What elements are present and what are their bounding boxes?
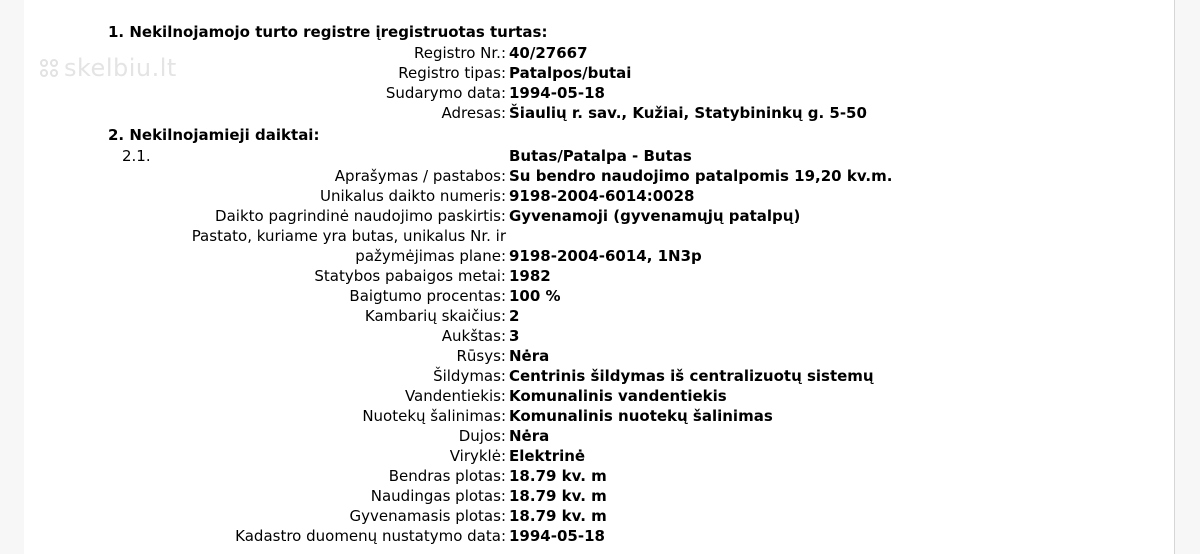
field-label: Statybos pabaigos metai:	[314, 267, 506, 285]
page-edge-divider	[1174, 0, 1175, 554]
field-value: 18.79 kv. m	[509, 487, 607, 505]
field-value: 1994-05-18	[509, 84, 605, 102]
field-label: Bendras plotas:	[388, 467, 506, 485]
item-number: 2.1.	[122, 147, 151, 165]
field-label: Baigtumo procentas:	[349, 287, 506, 305]
section-1-heading: 1. Nekilnojamojo turto registre įregistruotas turtas:	[108, 23, 548, 41]
field-value: 9198-2004-6014:0028	[509, 187, 695, 205]
field-value: Nėra	[509, 427, 550, 445]
field-value: 1994-05-18	[509, 527, 605, 545]
field-label: Unikalus daikto numeris:	[320, 187, 506, 205]
field-value: Su bendro naudojimo patalpomis 19,20 kv.m.	[509, 167, 893, 185]
field-label: pažymėjimas plane:	[355, 247, 506, 265]
field-label: Vandentiekis:	[404, 387, 506, 405]
watermark-text: skelbiu.lt	[64, 54, 177, 82]
section-2-heading: 2. Nekilnojamieji daiktai:	[108, 126, 320, 144]
field-value: 18.79 kv. m	[509, 507, 607, 525]
field-value: 2	[509, 307, 520, 325]
field-label: Registro tipas:	[398, 64, 506, 82]
field-label: Rūsys:	[456, 347, 506, 365]
field-value: Šiaulių r. sav., Kužiai, Statybininkų g. 5-50	[509, 104, 867, 122]
field-value: Komunalinis nuotekų šalinimas	[509, 407, 773, 425]
field-label: Sudarymo data:	[385, 84, 506, 102]
field-label: Šildymas:	[433, 367, 506, 385]
field-label: Kambarių skaičius:	[364, 307, 506, 325]
field-value: Patalpos/butai	[509, 64, 632, 82]
field-label: Nuotekų šalinimas:	[362, 407, 506, 425]
field-label: Naudingas plotas:	[370, 487, 506, 505]
field-value: Elektrinė	[509, 447, 586, 465]
field-value: Gyvenamoji (gyvenamųjų patalpų)	[509, 207, 801, 225]
field-label: Gyvenamasis plotas:	[349, 507, 506, 525]
field-value: 40/27667	[509, 44, 588, 62]
field-value: 100 %	[509, 287, 561, 305]
field-label: Viryklė:	[449, 447, 506, 465]
field-value: Nėra	[509, 347, 550, 365]
field-value: 1982	[509, 267, 551, 285]
field-label: Aukštas:	[441, 327, 506, 345]
field-label: Dujos:	[458, 427, 506, 445]
field-value: 18.79 kv. m	[509, 467, 607, 485]
field-label: Registro Nr.:	[414, 44, 506, 62]
field-label-line1: Pastato, kuriame yra butas, unikalus Nr. ir	[191, 227, 506, 245]
item-title: Butas/Patalpa - Butas	[509, 147, 692, 165]
field-label: Daikto pagrindinė naudojimo paskirtis:	[215, 207, 506, 225]
field-value: Komunalinis vandentiekis	[509, 387, 727, 405]
field-label: Aprašymas / pastabos:	[334, 167, 506, 185]
field-value: 9198-2004-6014, 1N3p	[509, 247, 702, 265]
item-header-row	[0, 146, 1000, 166]
field-value: Centrinis šildymas iš centralizuotų sistemų	[509, 367, 874, 385]
field-label: Adresas:	[441, 104, 506, 122]
field-value: 3	[509, 327, 520, 345]
field-label: Kadastro duomenų nustatymo data:	[235, 527, 506, 545]
